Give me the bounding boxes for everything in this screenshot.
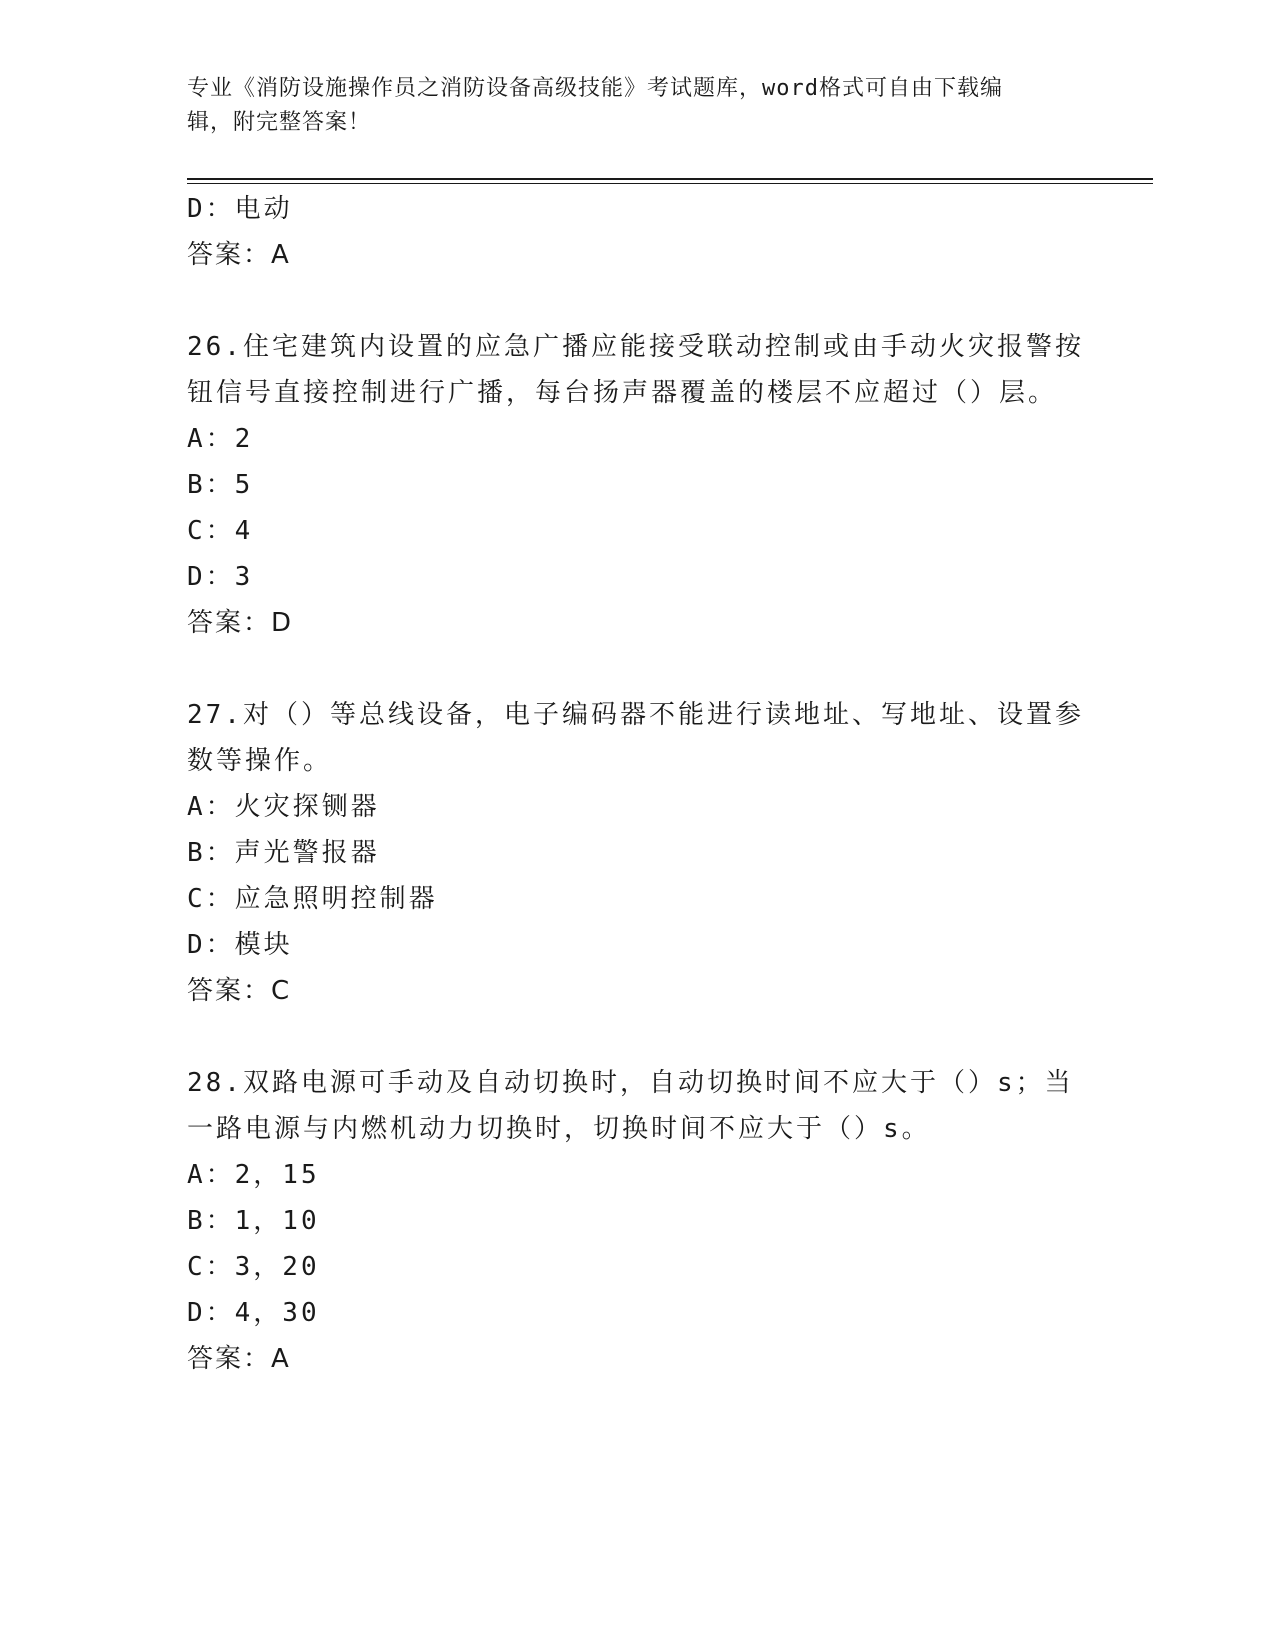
- document-header: [187, 72, 1067, 140]
- option-b: B：1，10: [187, 1206, 320, 1236]
- question-stem: 钮信号直接控制进行广播，每台扬声器覆盖的楼层不应超过（）层。: [187, 378, 1058, 408]
- question-26: [187, 324, 1087, 646]
- option-a: A：2，15: [187, 1160, 320, 1190]
- option-d: D：4，30: [187, 1298, 320, 1328]
- question-27: [187, 692, 1087, 1014]
- option-a: A：2: [187, 424, 254, 454]
- answer: 答案：A: [187, 1344, 291, 1374]
- spacer: [187, 278, 1087, 324]
- answer: 答案：D: [187, 608, 294, 638]
- answer: 答案：C: [187, 976, 292, 1006]
- spacer: [187, 1014, 1087, 1060]
- header-line-2: 辑，附完整答案！: [187, 110, 372, 135]
- header-divider-thick: [187, 178, 1153, 180]
- option-b: B：声光警报器: [187, 838, 380, 868]
- option-d: D：模块: [187, 930, 293, 960]
- spacer: [187, 646, 1087, 692]
- option-a: A：火灾探铡器: [187, 792, 380, 822]
- header-divider-thin: [187, 183, 1153, 184]
- prev-answer: 答案：A: [187, 240, 291, 270]
- question-stem: 27.对（）等总线设备，电子编码器不能进行读地址、写地址、设置参: [187, 700, 1084, 730]
- question-stem: 26.住宅建筑内设置的应急广播应能接受联动控制或由手动火灾报警按: [187, 332, 1084, 362]
- option-b: B：5: [187, 470, 254, 500]
- option-c: C：3，20: [187, 1252, 320, 1282]
- option-c: C：4: [187, 516, 254, 546]
- option-d: D：3: [187, 562, 254, 592]
- header-line-1: 专业《消防设施操作员之消防设备高级技能》考试题库，word格式可自由下载编: [187, 76, 1003, 101]
- question-content: [187, 186, 1087, 1382]
- question-stem: 28.双路电源可手动及自动切换时，自动切换时间不应大于（）s；当: [187, 1068, 1074, 1098]
- question-stem: 数等操作。: [187, 746, 333, 776]
- option-c: C：应急照明控制器: [187, 884, 438, 914]
- question-stem: 一路电源与内燃机动力切换时，切换时间不应大于（）s。: [187, 1114, 931, 1144]
- prev-option-d: D：电动: [187, 194, 293, 224]
- question-28: [187, 1060, 1087, 1382]
